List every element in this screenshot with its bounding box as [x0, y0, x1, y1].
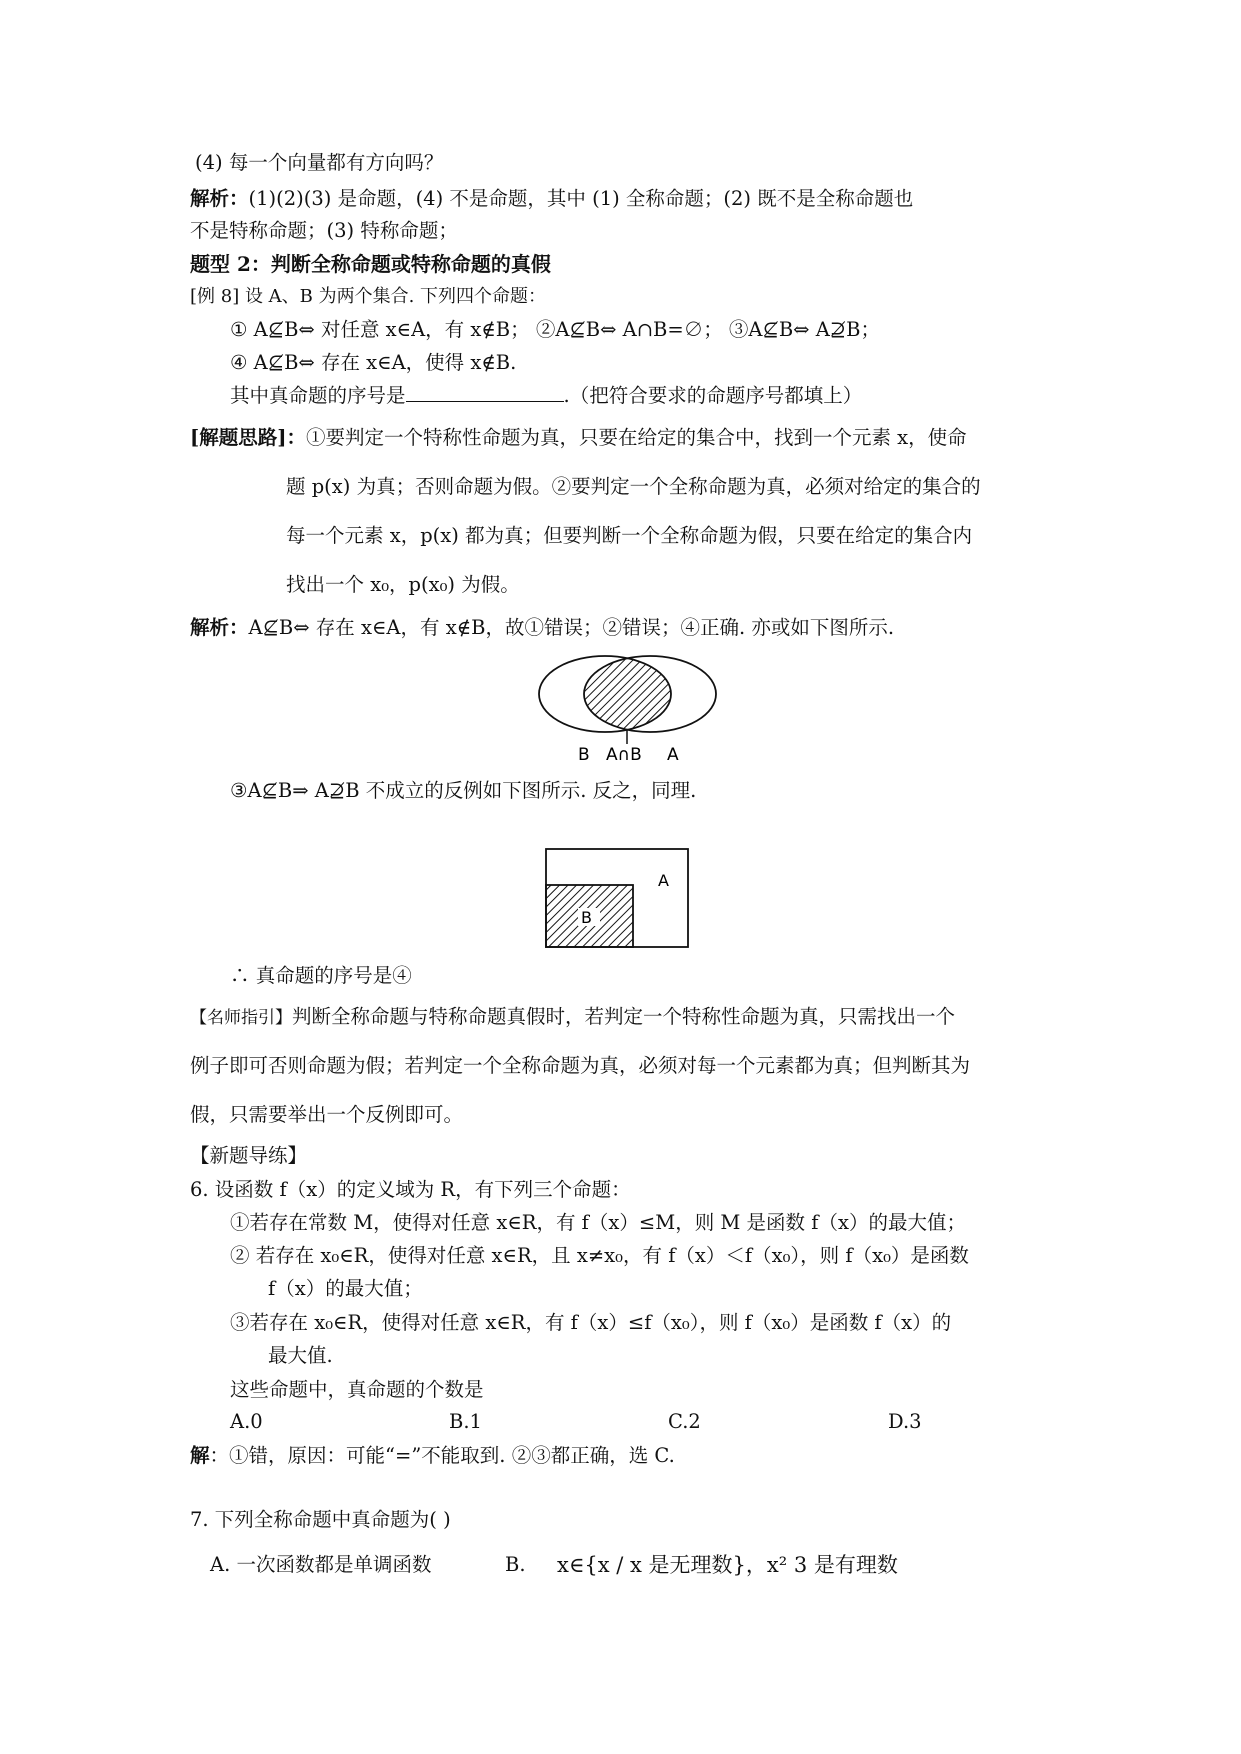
q6-proposition-2: ② 若存在 x₀∈R，使得对任意 x∈R，且 x≠x₀，有 f（x）＜f（x₀），则 f（x₀）是函数: [230, 1244, 969, 1267]
solution-text: A⊈B⇔ 存在 x∈A，有 x∉B，故①错误；②错误；④正确. 亦或如下图所示.: [248, 616, 895, 639]
thinking-label: [解题思路]：: [190, 426, 306, 449]
fill-blank-line: [230, 383, 862, 409]
q6-proposition-3: ③若存在 x₀∈R，使得对任意 x∈R，有 f（x）≤f（x₀），则 f（x₀）是函数 f（x）的: [230, 1311, 952, 1334]
analysis-line-2: 不是特称命题；(3) 特称命题；: [190, 219, 458, 242]
subset-diagram: [545, 848, 690, 950]
answer-blank: [406, 383, 564, 402]
question-7-stem: 7. 下列全称命题中真命题为( ): [190, 1508, 451, 1531]
conclusion-line: ∴ 真命题的序号是④: [230, 964, 412, 987]
teacher-tip-line-3: 假，只需要举出一个反例即可。: [190, 1103, 464, 1126]
q7-option-a: A. 一次函数都是单调函数: [210, 1553, 432, 1576]
q6-option-b: B.1: [449, 1410, 482, 1433]
teacher-tip-text: 判断全称命题与特称命题真假时，若判定一个特称性命题为真，只需找出一个: [292, 1005, 956, 1028]
q6-option-d: D.3: [888, 1410, 922, 1433]
q6-answer-label: 解: [190, 1444, 210, 1467]
line-q4: (4) 每一个向量都有方向吗？: [195, 151, 444, 174]
analysis-line-1: [190, 186, 913, 212]
analysis-label: 解析：: [190, 187, 249, 210]
rect-label-a: A: [658, 871, 669, 890]
q6-proposition-2-cont: f（x）的最大值；: [268, 1277, 423, 1300]
thinking-line-2: 题 p(x) 为真；否则命题为假。②要判定一个全称命题为真，必须对给定的集合的: [286, 475, 981, 498]
venn-label-a: A: [667, 745, 679, 762]
solution-label: 解析：: [190, 616, 249, 639]
question-6-stem: 6. 设函数 f（x）的定义域为 R，有下列三个命题：: [190, 1178, 631, 1201]
analysis-text: (1)(2)(3) 是命题，(4) 不是命题，其中 (1) 全称命题；(2) 既不是全称命题也: [248, 187, 914, 210]
q6-option-a: A.0: [230, 1410, 263, 1433]
propositions-1-3: ① A⊈B⇔ 对任意 x∈A，有 x∉B； ②A⊈B⇔ A∩B=∅； ③A⊈B⇔ A⊉B；: [230, 318, 880, 341]
section-heading: 题型 2：判断全称命题或特称命题的真假: [190, 252, 551, 276]
example-8-intro: [例 8] 设 A、B 为两个集合. 下列四个命题：: [190, 286, 547, 307]
q6-question: 这些命题中，真命题的个数是: [230, 1378, 484, 1401]
new-practice-heading: 【新题导练】: [190, 1144, 308, 1167]
thinking-line-1: [190, 425, 967, 451]
venn-label-intersection: A∩B: [606, 745, 642, 762]
thinking-line-4: 找出一个 x₀，p(x₀) 为假。: [286, 573, 520, 596]
q7-option-b-label: B.: [505, 1553, 526, 1576]
fill-blank-prompt: 其中真命题的序号是: [230, 384, 406, 407]
q7-option-b-text: x∈{x / x 是无理数}，x² 3 是有理数: [557, 1553, 898, 1577]
q6-answer-line: [190, 1443, 675, 1469]
thinking-line-3: 每一个元素 x，p(x) 都为真；但要判断一个全称命题为假，只要在给定的集合内: [286, 524, 973, 547]
teacher-tip-line-1: [190, 1004, 955, 1031]
counterexample-line: ③A⊈B⇒ A⊉B 不成立的反例如下图所示. 反之，同理.: [230, 779, 697, 802]
q6-answer-text: ：①错，原因：可能“=”不能取到. ②③都正确，选 C.: [209, 1444, 675, 1467]
q6-option-c: C.2: [668, 1410, 701, 1433]
venn-diagram: [530, 652, 720, 762]
fill-blank-note: .（把符合要求的命题序号都填上）: [563, 384, 863, 407]
q6-proposition-1: ①若存在常数 M，使得对任意 x∈R，有 f（x）≤M，则 M 是函数 f（x）的最大值；: [230, 1211, 966, 1234]
rect-label-b: B: [581, 908, 592, 927]
solution-line: [190, 615, 894, 641]
teacher-tip-line-2: 例子即可否则命题为假；若判定一个全称命题为真，必须对每一个元素都为真；但判断其为: [190, 1054, 971, 1077]
proposition-4: ④ A⊈B⇔ 存在 x∈A，使得 x∉B.: [230, 351, 517, 374]
venn-label-b: B: [578, 745, 590, 762]
thinking-text: ①要判定一个特称性命题为真，只要在给定的集合中，找到一个元素 x，使命: [305, 426, 967, 449]
teacher-tip-label: 【名师指引】: [190, 1008, 292, 1028]
q6-proposition-3-cont: 最大值.: [268, 1344, 333, 1367]
